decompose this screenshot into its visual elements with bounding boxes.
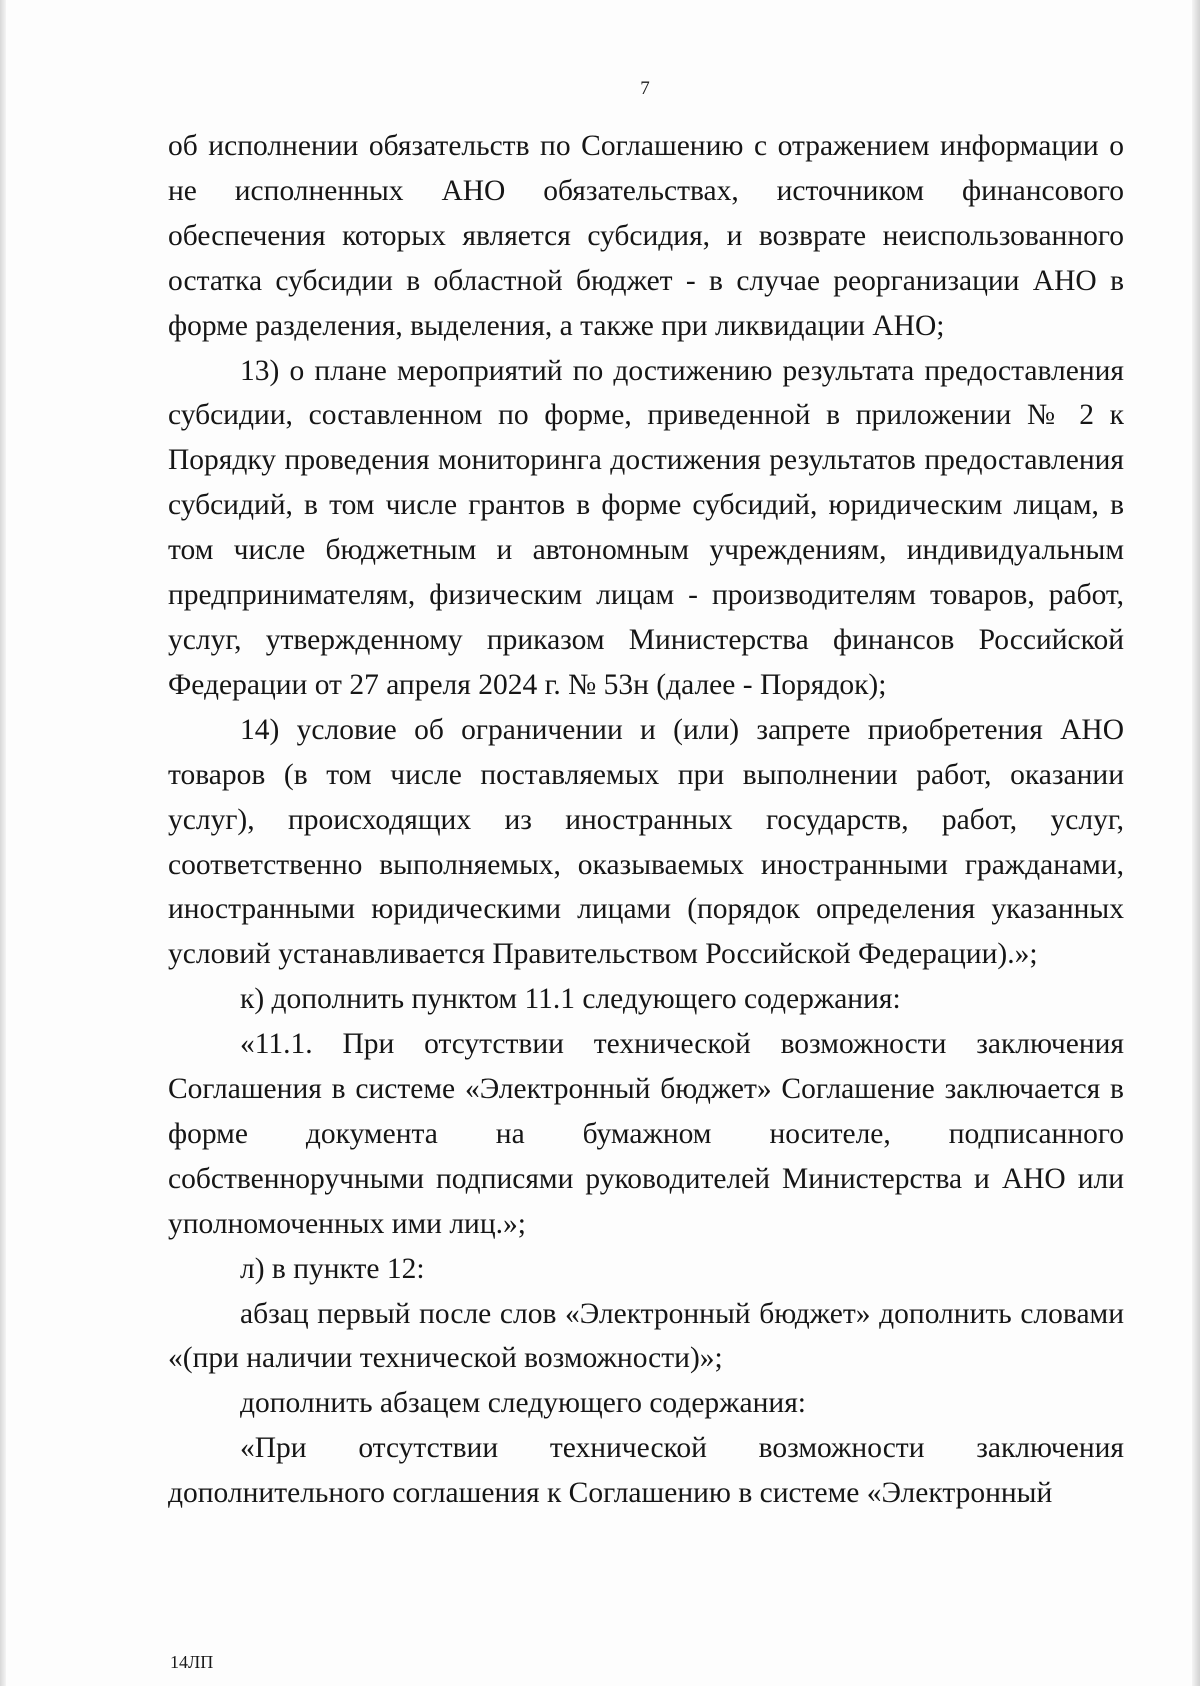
scan-edge-right [1192, 0, 1200, 1686]
paragraph-item-l: л) в пункте 12: [240, 1252, 425, 1285]
footer-document-code: 14ЛП [170, 1652, 214, 1672]
paragraph-continuation: об исполнении обязательств по Соглашению с отражением информации о не исполненных АНО обязательствах, источником финансового обеспечения которых является субсидия, и возврате неиспользованного остатка субсидии в областной бюджет - в случае реорганизации АНО в форме разделения, выделения, а также при ликвидации АНО; [168, 130, 1124, 342]
scan-edge-left [0, 0, 6, 1686]
page-number: 7 [640, 78, 650, 99]
document-body [168, 124, 1124, 1516]
paragraph-item-13: 13) о плане мероприятий по достижению результата предоставления субсидии, составленном по форме, приведенной в приложении № 2 к Порядку проведения мониторинга достижения результатов предоставления субсидий, в том числе грантов в форме субсидий, юридическим лицам, в том числе бюджетным и автономным учреждениям, индивидуальным предпринимателям, физическим лицам - производителям товаров, работ, услуг, утвержденному приказом Министерства финансов Российской Федерации от 27 апреля 2024 г. № 53н (далее - Порядок); [168, 354, 1124, 701]
paragraph-add-abzac: дополнить абзацем следующего содержания: [240, 1387, 806, 1420]
paragraph-item-14: 14) условие об ограничении и (или) запрете приобретения АНО товаров (в том числе поставляемых при выполнении работ, оказании услуг), происходящих из иностранных государств, работ, услуг, соответственно выполняемых, оказываемых иностранными гражданами, иностранными юридическими лицами (порядок определения указанных условий устанавливается Правительством Российской Федерации).»; [168, 713, 1124, 971]
paragraph-first-abzac: абзац первый после слов «Электронный бюджет» дополнить словами «(при наличии технической возможности)»; [168, 1297, 1124, 1375]
paragraph-item-k: к) дополнить пунктом 11.1 следующего содержания: [240, 983, 901, 1016]
paragraph-clause-11-1: «11.1. При отсутствии технической возможности заключения Соглашения в системе «Электронный бюджет» Соглашение заключается в форме документа на бумажном носителе, подписанного собственноручными подписями руководителей Министерства и АНО или уполномоченных ими лиц.»; [168, 1028, 1124, 1240]
paragraph-no-tech-possibility: «При отсутствии технической возможности заключения дополнительного соглашения к Соглашению в системе «Электронный [168, 1432, 1124, 1510]
